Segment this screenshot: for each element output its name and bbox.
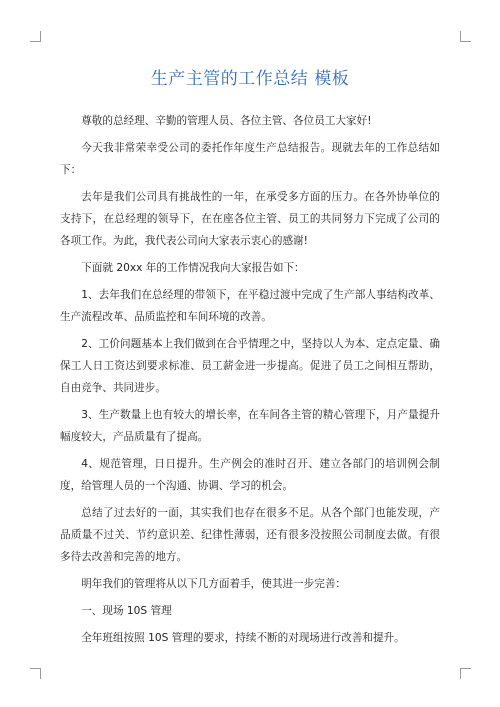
crop-mark-bottom-right [460, 668, 471, 679]
section-heading-10s: 一、现场 10S 管理 [81, 604, 172, 617]
crop-mark-top-right [460, 31, 471, 42]
paragraph-item-2: 2、工价问题基本上我们做到在合乎情理之中，坚持以人为本、定点定量、确保工人日工资达到要求标准、员工薪金进一步提高。促进了员工之间相互帮助，自由竞争、共同进步。 [60, 337, 440, 395]
paragraph-intro: 今天我非常荣幸受公司的委托作年度生产总结报告。现就去年的工作总结如下： [60, 141, 440, 176]
paragraph-item-1: 1、去年我们在总经理的带领下，在平稳过渡中完成了生产部人事结构改革、生产流程改革、品质监控和车间环境的改善。 [60, 288, 440, 323]
crop-mark-bottom-left [30, 668, 41, 679]
paragraph-shortcomings: 总结了过去好的一面，其实我们也存在很多不足。从各个部门也能发现，产品质量不过关、节约意识差、纪律性薄弱，还有很多没按照公司制度去做。有很多待去改善和完善的地方。 [60, 506, 440, 564]
paragraph-year-review: 去年是我们公司具有挑战性的一年，在承受多方面的压力。在各外协单位的支持下，在总经理的领导下，在在座各位主管、员工的共同努力下完成了公司的各项工作。为此，我代表公司向大家表示衷心的感谢! [60, 190, 440, 248]
document-body [60, 110, 440, 653]
paragraph-report-lead: 下面就 20xx 年的工作情况我向大家报告如下： [81, 261, 305, 274]
paragraph-next-year: 明年我们的管理将从以下几方面着手，使其进一步完善： [81, 578, 347, 591]
paragraph-item-4: 4、规范管理，日日提升。生产例会的准时召开、建立各部门的培训例会制度，给管理人员的一个沟通、协调、学习的机会。 [60, 457, 440, 493]
paragraph-10s-detail: 全年班组按照 10S 管理的要求，持续不断的对现场进行改善和提升。 [81, 631, 405, 644]
paragraph-greeting: 尊敬的总经理、辛勤的管理人员、各位主管、各位员工大家好! [81, 115, 372, 127]
document-title: 生产主管的工作总结 模板 [150, 69, 350, 89]
crop-mark-top-left [30, 31, 41, 42]
paragraph-item-3: 3、生产数量上也有较大的增长率，在车间各主管的精心管理下，月产量提升幅度较大，产品质量有了提高。 [60, 408, 440, 444]
